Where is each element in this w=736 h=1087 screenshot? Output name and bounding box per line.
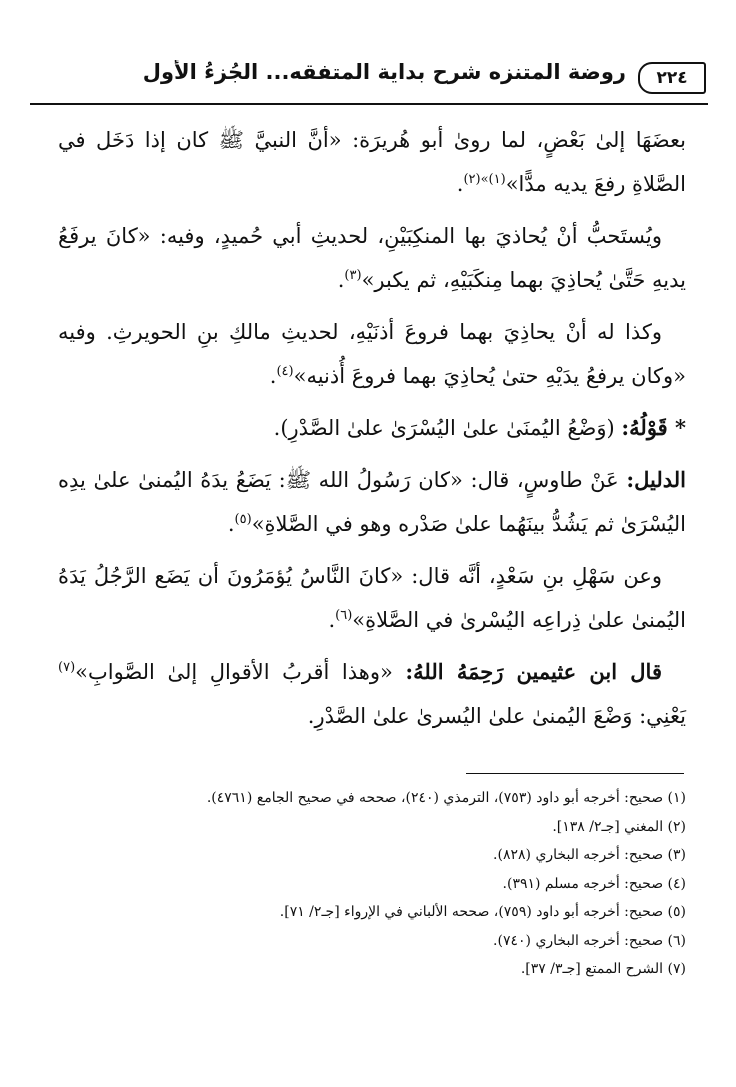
evidence-label: الدليل: <box>626 467 686 492</box>
header-divider <box>30 103 708 105</box>
footnote-divider <box>466 773 684 774</box>
footnote-1: (١) صحيح: أخرجه أبو داود (٧٥٣)، الترمذي (٢٤٠)، صححه في صحيح الجامع (٤٧٦١). <box>206 790 686 806</box>
scholar-label: قال ابن عثيمين رَحِمَهُ اللهُ: <box>405 659 662 684</box>
paragraph-6: وعن سَهْلِ بنِ سَعْدٍ، أنَّه قال: «كانَ النَّاسُ يُؤمَرُونَ أن يَضَع الرَّجُلُ يَدَهُ اليُمنىٰ علىٰ ذِراعِه اليُسْرىٰ في الصَّلاةِ»$^{(٦)}$. <box>58 564 686 632</box>
footnote-ref: (٥) <box>234 512 252 527</box>
paragraph-1: بعضَهَا إلىٰ بَعْضٍ، لما روىٰ أبو هُريرَة: «أنَّ النبيَّ ﷺ كان إذا دَخَل في الصَّلاةِ رفعَ يديه مدًّا»$^{(١)»(٢)}$. <box>58 128 686 196</box>
paragraph-4: * قَوْلُهُ: (وَضْعُ اليُمنَىٰ علىٰ اليُسْرَىٰ علىٰ الصَّدْرِ). <box>273 415 686 440</box>
footnote-ref: (٤) <box>276 364 294 379</box>
footnote-4: (٤) صحيح: أخرجه مسلم (٣٩١). <box>502 875 686 892</box>
section-label: * قَوْلُهُ: <box>621 415 686 440</box>
footnote-7: (٧) الشرح الممتع [جـ٣/ ٣٧]. <box>520 961 686 977</box>
footnote-6: (٦) صحيح: أخرجه البخاري (٧٤٠). <box>493 932 686 949</box>
footnote-5: (٥) صحيح: أخرجه أبو داود (٧٥٩)، صححه الألباني في الإرواء [جـ٢/ ٧١]. <box>279 904 686 920</box>
footnotes <box>40 784 686 984</box>
paragraph-5: الدليل: عَنْ طاوسٍ، قال: «كان رَسُولُ الله ﷺ: يَضَعُ يدَهُ اليُمنىٰ علىٰ يدِه اليُسْرَىٰ ثم يَشُدُّ بينَهُما علىٰ صَدْره وهو في الصَّلاةِ»$^{(٥)}$. <box>58 467 686 536</box>
footnote-ref: (٣) <box>344 268 362 283</box>
page-header <box>30 52 708 102</box>
footnote-ref: (١)»(٢) <box>463 172 506 187</box>
paragraph-3: وكذا له أنْ يحاذِيَ بهما فروعَ أذنَيْهِ، لحديثِ مالكِ بنِ الحويرثِ. وفيه «وكان يرفعُ يدَيْهِ حتىٰ يُحاذِيَ بهما فروعَ أُذنيه»$^{(٤)}$. <box>58 320 686 388</box>
main-text <box>58 118 686 746</box>
running-title: روضة المتنزه شرح بداية المتفقه... الجُزءُ الأول <box>142 60 626 84</box>
footnote-2: (٢) المغني [جـ٢/ ١٣٨]. <box>552 818 686 835</box>
footnote-3: (٣) صحيح: أخرجه البخاري (٨٢٨). <box>493 847 686 863</box>
footnote-ref: (٦) <box>335 608 353 623</box>
paragraph-7: قال ابن عثيمين رَحِمَهُ اللهُ: «وهذا أقربُ الأقوالِ إلىٰ الصَّوابِ»$^{(٧)}$ يَعْنِي: وَضْعَ اليُمنىٰ علىٰ اليُسرىٰ علىٰ الصَّدْرِ. <box>58 659 686 728</box>
page-number-badge: ٢٢٤ <box>638 62 706 94</box>
paragraph-2: ويُستَحبُّ أنْ يُحاذيَ بها المنكِبَيْنِ، لحديثِ أبي حُميدٍ، وفيه: «كانَ يرفَعُ يديهِ حَتَّىٰ يُحاذِيَ بهما مِنكَبَيْهِ، ثم يكبر»$^{(٣)}$. <box>58 224 686 292</box>
footnote-ref: (٧) <box>58 660 76 675</box>
